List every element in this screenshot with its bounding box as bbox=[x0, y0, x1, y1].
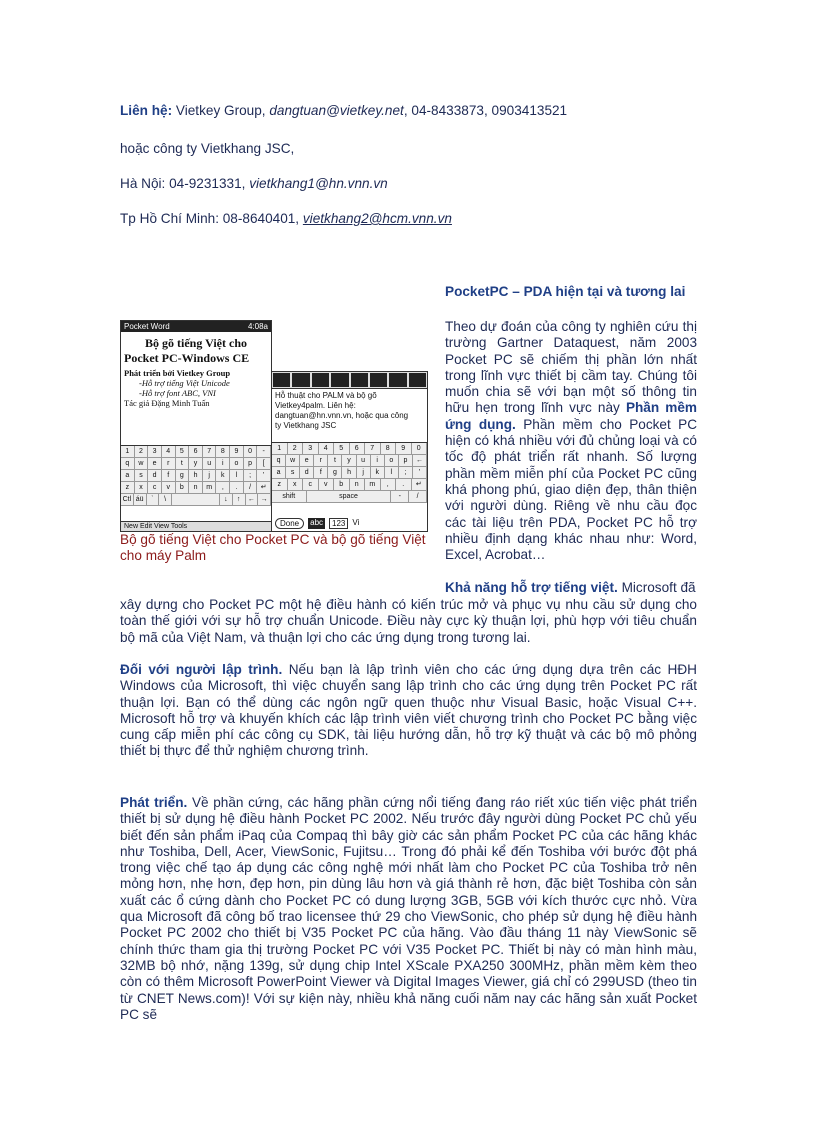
para-2-head bbox=[445, 580, 697, 595]
para-2-bold: Khả năng hỗ trợ tiếng việt. bbox=[445, 580, 618, 595]
contact-line-2: hoặc công ty Vietkhang JSC, bbox=[120, 141, 295, 156]
pocketpc-titlebar bbox=[121, 321, 271, 332]
para-3-text: Nếu bạn là lập trình viên cho các ứng dụng dựa trên các HĐH Windows của Microsoft, thì việc chuyển sang lập trình cho các ứng dụng trên Pocket PC rất thuận lợi. Bạn có thể dùng các ngôn ngữ quen thuộc như Visual Basic, hoặc Visual C++. Microsoft hỗ trợ và khuyến khích các lập trình viên viết chương trình cho Pocket PC bằng việc cung cấp miễn phí các công cụ SDK, tài liệu hướng dẫn, hỗ trợ kỹ thuật và các bộ mô phỏng thiết bị thực để thử nghiệm chương trình. bbox=[120, 662, 697, 759]
palm-done-button[interactable]: Done bbox=[275, 518, 304, 529]
contact-label: Liên hệ: bbox=[120, 103, 173, 118]
contact-phones: , 04-8433873, 0903413521 bbox=[403, 103, 568, 118]
pocketpc-line-2: -Hỗ trợ tiếng Việt Unicode bbox=[139, 378, 230, 388]
palm-keyboard: 1 2 3 4 5 6 7 8 9 0 q w e r t y u i o p ← a s d f g h j k l ; ' z x c v b n m , . ↵ shift space - / bbox=[272, 442, 427, 503]
palm-123-button[interactable]: 123 bbox=[329, 518, 348, 529]
palm-screenshot bbox=[271, 371, 428, 532]
palm-buttons bbox=[275, 518, 424, 529]
pocketpc-line-4: Tác giả Đặng Minh Tuấn bbox=[124, 398, 210, 408]
hanoi-phone: Hà Nội: 04-9231331, bbox=[120, 176, 250, 191]
palm-text-2: Vietkey4palm. Liên hệ: bbox=[275, 401, 356, 410]
pocketpc-menubar: New Edit View Tools bbox=[121, 521, 271, 531]
pocketpc-heading-2: Pocket PC-Windows CE bbox=[124, 351, 250, 365]
pocketpc-line-1: Phát triển bởi Vietkey Group bbox=[124, 368, 231, 378]
para-3 bbox=[120, 662, 697, 760]
para-4 bbox=[120, 795, 697, 1023]
pocketpc-app-title: Pocket Word bbox=[124, 322, 170, 331]
contact-email-1[interactable]: dangtuan@vietkey.net bbox=[269, 103, 404, 118]
section-title: PocketPC – PDA hiện tại và tương lai bbox=[445, 284, 686, 299]
para-1-rest: Phần mềm cho Pocket PC hiện có khá nhiều với đủ chủng loại và có tốc độ phát triển rất nhanh. Số lượng phần mềm miễn phí của Pocket PC cũng khá phong phú, giao diện đẹp, thân thiện với người dùng. Riêng về nhu cầu đọc các tài liệu trên PDA, Pocket PC hỗ trợ nhiều định dạng khác nhau như: Word, Excel, Acrobat… bbox=[445, 416, 698, 563]
palm-text-3: dangtuan@hn.vnn.vn, hoặc qua công bbox=[275, 411, 409, 420]
contact-email-2[interactable]: vietkhang1@hn.vnn.vn bbox=[249, 176, 388, 191]
pocketpc-clock: 4:08a bbox=[247, 322, 268, 331]
para-1-bold: Phần mềm ứng dụng. bbox=[445, 400, 697, 432]
palm-abc-button[interactable]: abc bbox=[310, 518, 324, 527]
contact-org: Vietkey Group, bbox=[175, 103, 270, 118]
contact-line-1 bbox=[120, 103, 567, 118]
palm-text-1: Hỗ thuật cho PALM và bộ gõ bbox=[275, 391, 377, 400]
para-1 bbox=[445, 319, 697, 563]
palm-text-4: ty Vietkhang JSC bbox=[275, 421, 337, 430]
pocketpc-heading-1: Bộ gõ tiếng Việt cho bbox=[145, 336, 247, 350]
para-3-bold: Đối với người lập trình. bbox=[120, 662, 283, 677]
palm-text bbox=[272, 389, 427, 433]
para-1-text: Theo dự đoán của công ty nghiên cứu thị trường Gartner Dataquest, năm 2003 Pocket PC sẽ chiếm thị phần lớn nhất trong lĩnh vực thiết bị cầm tay. Chúng tôi muốn chia sẽ với bạn một số thông tin hữu hẹn trong lĩnh vực này bbox=[445, 319, 697, 416]
pocketpc-keyboard: 1 2 3 4 5 6 7 8 9 0 - q w e r t y u i o p [ a s d f g h j k l ; ' z x c v b n m , . / ↵ Ctl áü ` \ ↓ ↑ ← → bbox=[121, 445, 271, 506]
palm-vi-toggle[interactable]: Vi bbox=[352, 518, 360, 527]
contact-email-3-link[interactable]: vietkhang2@hcm.vnn.vn bbox=[302, 211, 452, 226]
para-2-rest: xây dựng cho Pocket PC một hệ điều hành có kiến trúc mở và phục vụ nhu cầu sử dụng cho toàn thế giới với sự hỗ trợ chuẩn Unicode. Điều này cực kỳ thuận lợi, phù hợp với tiêu chuẩn bộ mã của Việt Nam, và thuận lợi cho các ứng dụng trong tương lai. bbox=[120, 597, 697, 645]
para-4-bold: Phát triển. bbox=[120, 795, 188, 810]
palm-toolbar bbox=[272, 372, 427, 389]
contact-line-3 bbox=[120, 176, 388, 191]
contact-line-4 bbox=[120, 211, 452, 226]
figure-caption: Bộ gõ tiếng Việt cho Pocket PC và bộ gõ tiếng Việt cho máy Palm bbox=[120, 532, 426, 563]
pocketpc-line-3: -Hỗ trợ font ABC, VNI bbox=[139, 388, 216, 398]
para-2-first: Microsoft đã bbox=[621, 580, 696, 595]
hcm-phone: Tp Hồ Chí Minh: 08-8640401, bbox=[120, 211, 303, 226]
pocketpc-screenshot bbox=[120, 320, 272, 532]
para-4-text: Về phần cứng, các hãng phần cứng nổi tiếng đang ráo riết xúc tiến việc phát triển thiết bị sử dụng hệ điều hành Pocket PC 2002. Nếu trước đây người dùng Pocket PC chủ yếu biết đến sản phẩm iPaq của Compaq thì bây giờ các sản phẩm Pocket PC của các hãng khác như Toshiba, Dell, Acer, ViewSonic, Fujitsu… Trong đó phải kể đến Toshiba với bước đột phá trong việc chế tạo áp dụng các công nghệ mới nhất làm cho Pocket PC của Toshiba trở nên mỏng hơn, nhẹ hơn, đẹp hơn, pin dùng lâu hơn và giá thành rẻ hơn, đặc biệt Toshiba còn sản xuất các ổ cứng dành cho Pocket PC có dung lượng 3GB, 5GB với kích thước cực nhỏ. Vừa qua Microsoft đã công bố trao licensee thứ 29 cho ViewSonic, cho phép sử dụng hệ điều hành Pocket PC 2002 cho thiết bị V35 Pocket PC của hãng. Vào đầu tháng 11 này ViewSonic sẽ chính thức tham gia thị trường Pocket PC với V35 Pocket PC. Thiết bị này có màn hình màu, 32MB bộ nhớ, nặng 139g, sử dụng chip Intel XScale PXA250 300MHz, phần mềm kèm theo còn có thêm Microsoft PowerPoint Viewer và Digital Images Viewer, giá chỉ có 299USD (theo tin từ CNET News.com)! Với sự kiện này, nhiều khả năng cuối năm nay các hãng sản xuất Pocket PC sẽ bbox=[120, 795, 697, 1022]
